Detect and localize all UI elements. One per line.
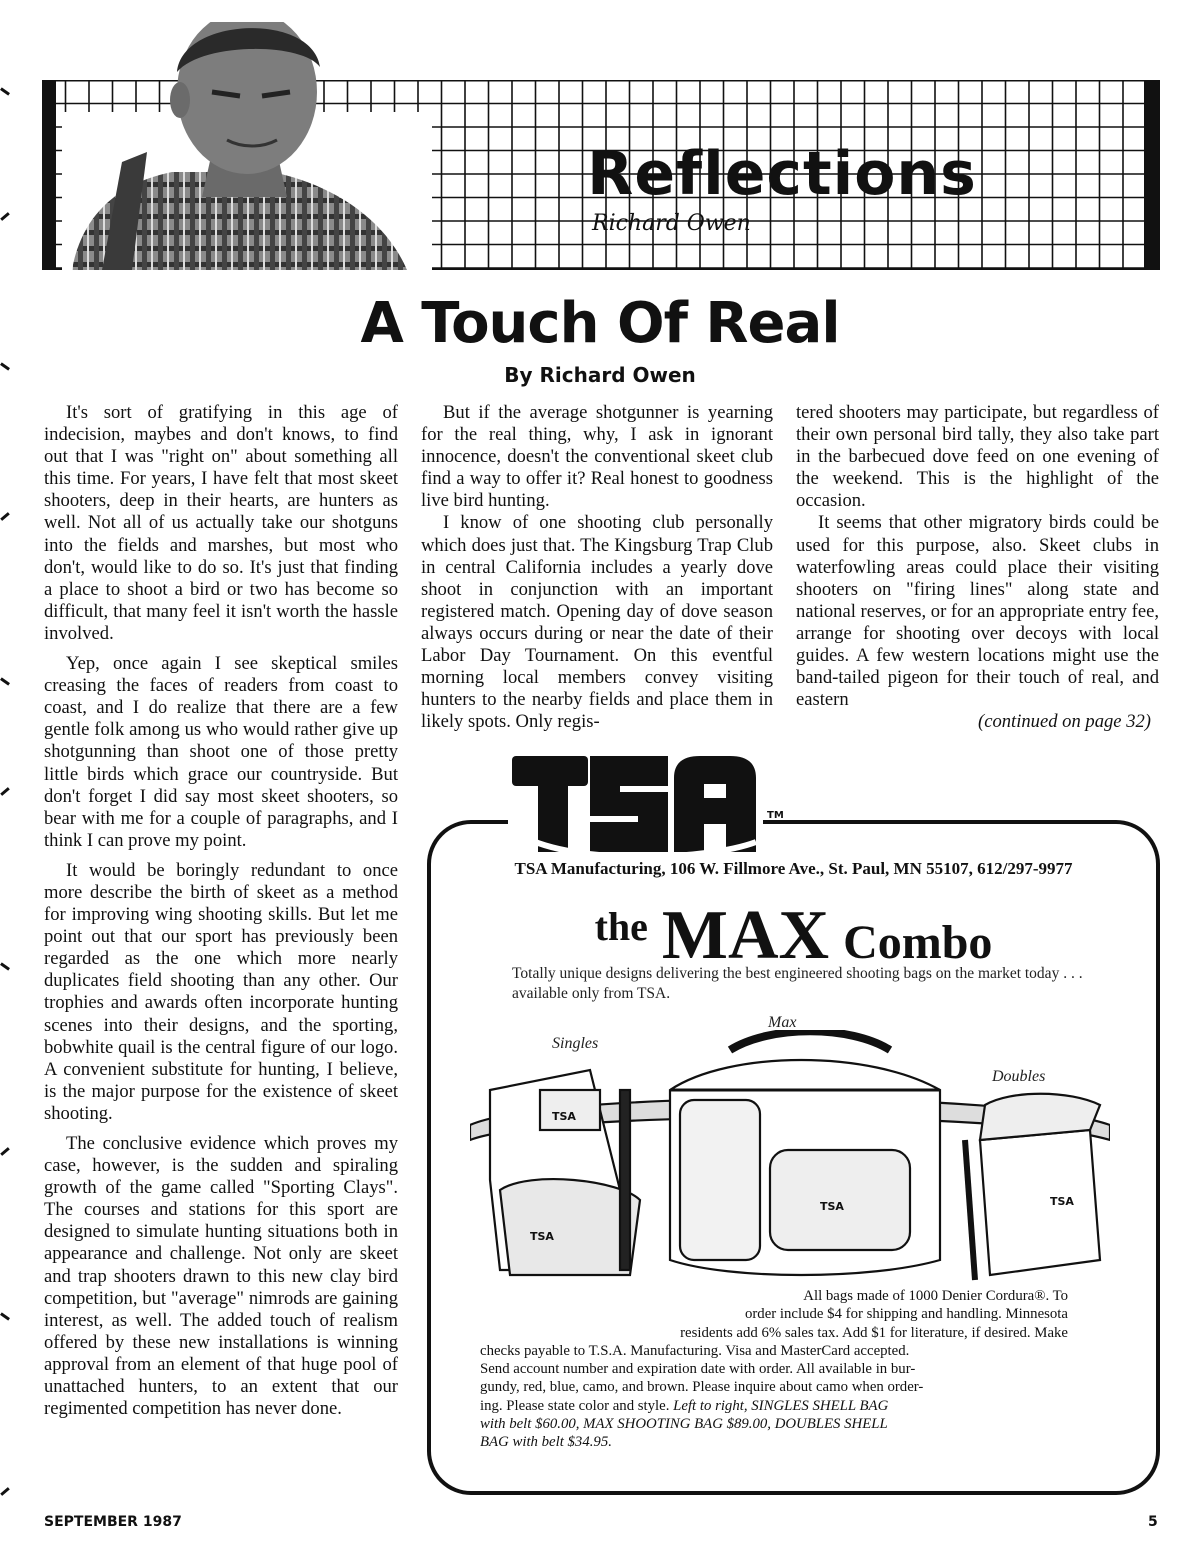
paragraph: It would be boringly redundant to once more describe the birth of skeet as a method for improving wing shooting skills. But let me point out that our sport has previously been regarded as the one which more nearly duplicates field shooting than any other. Our trophies and awards often incorporate hunting scenes into their designs, and the sporting, bobwhite quail is the central figure of our logo. A convenient substitute for hunting, I believe, is the major purpose for the existence of skeet shooting. bbox=[44, 859, 398, 1124]
margin-mark bbox=[0, 1147, 10, 1156]
bags-illustration bbox=[470, 1030, 1110, 1300]
paragraph: I know of one shooting club personally which does just that. The Kingsburg Trap Club in central California includes a yearly dove shoot in conjunction with an important registered match. Opening day of dove season always occurs during or near the date of their Labor Day Tournament. On this eventful morning local members convey visiting hunters to the nearby fields and place them in likely spots. Only regis- bbox=[421, 512, 773, 733]
bag-logo: TSA bbox=[552, 1110, 576, 1123]
author-photo bbox=[62, 22, 432, 270]
margin-mark bbox=[0, 962, 10, 970]
page-number: 5 bbox=[1148, 1514, 1158, 1530]
details-line: checks payable to T.S.A. Manufacturing. Visa and MasterCard accepted. bbox=[480, 1342, 910, 1359]
details-line: residents add 6% sales tax. Add $1 for literature, if desired. Make bbox=[680, 1324, 1068, 1341]
details-line-with-price bbox=[480, 1397, 1080, 1415]
ad-address: TSA Manufacturing, 106 W. Fillmore Ave., St. Paul, MN 55107, 612/297-9977 bbox=[514, 859, 1073, 878]
headline-combo: Combo bbox=[843, 916, 993, 969]
article-column-2 bbox=[421, 402, 773, 733]
paragraph: It seems that other migratory birds could be used for this purpose, also. Skeet clubs in waterfowling areas could place their visiting shooters on "firing lines" along state and national reserves, or for an appropriate entry fee, arrange for shooting over decoys with local guides. A few western locations might use the band-tailed pigeon for their touch of real, and eastern bbox=[796, 512, 1159, 711]
margin-mark bbox=[0, 787, 10, 796]
price-line: BAG with belt $34.95. bbox=[480, 1434, 612, 1451]
details-line: ing. Please state color and style. bbox=[480, 1397, 670, 1414]
author-signature: Richard Owen bbox=[592, 211, 751, 236]
ad-details bbox=[480, 1287, 1080, 1452]
paragraph: Yep, once again I see skeptical smiles creasing the faces of readers from coast to coast, and I do realize that there are a few gentle folk among us who would rather give up shotgunning than shoot one of those pretty little birds which grace our countryside. But don't forget I did say most skeet shooters, so bear with me for a couple of paragraphs, and I think I can prove my point. bbox=[44, 653, 398, 851]
details-line: All bags made of 1000 Denier Cordura®. To bbox=[803, 1288, 1068, 1304]
price-line: Left to right, SINGLES SHELL BAG bbox=[673, 1397, 889, 1414]
paragraph: But if the average shotgunner is yearning for the real thing, why, I ask in ignorant innocence, doesn't the conventional skeet club find a way to offer it? Real honest to goodness live bird hunting. bbox=[421, 402, 773, 512]
label-doubles: Doubles bbox=[992, 1068, 1046, 1085]
bag-logo: TSA bbox=[820, 1200, 844, 1213]
article-title: A Touch Of Real bbox=[360, 291, 840, 356]
headline-the: the bbox=[594, 904, 648, 949]
bag-logo: TSA bbox=[530, 1230, 554, 1243]
label-max: Max bbox=[768, 1014, 797, 1031]
margin-mark bbox=[0, 87, 10, 95]
ad-tagline: Totally unique designs delivering the best engineered shooting bags on the market today . . . available only from TSA. bbox=[512, 965, 1083, 1002]
margin-mark bbox=[0, 677, 10, 685]
paragraph: tered shooters may participate, but regardless of their own personal bird tally, they also take part in the barbecued dove feed on one evening of the weekend. This is the highlight of the occasion. bbox=[796, 402, 1159, 512]
article-column-3 bbox=[796, 402, 1159, 733]
details-line: gundy, red, blue, camo, and brown. Please inquire about camo when order- bbox=[480, 1379, 924, 1396]
headline-max: MAX bbox=[661, 897, 830, 974]
issue-date: SEPTEMBER 1987 bbox=[44, 1514, 182, 1530]
column-header bbox=[42, 80, 1160, 270]
margin-mark bbox=[0, 1487, 10, 1496]
details-line: Send account number and expiration date with order. All available in bur- bbox=[480, 1361, 916, 1378]
label-singles: Singles bbox=[552, 1035, 599, 1052]
paragraph: The conclusive evidence which proves my case, however, is the sudden and spiraling growth of the game called "Sporting Clays". The courses and stations for this sport are designed to simulate hunting situations both in appearance and challenge. Not only are skeet and trap shooters drawn to this new clay bird competition, but "average" nimrods are gaining interest, as well. The added touch of realism offered by these new installations is winning approval from an element of that huge pool of unattached hunters, to an extent that our regimented competition has never done. bbox=[44, 1133, 398, 1420]
margin-mark bbox=[0, 212, 10, 221]
trademark: TM bbox=[767, 810, 784, 821]
margin-mark bbox=[0, 512, 10, 521]
tsa-logo bbox=[508, 748, 763, 858]
article-byline: By Richard Owen bbox=[504, 363, 696, 387]
article-column-1 bbox=[44, 402, 398, 1428]
margin-mark bbox=[0, 1312, 10, 1320]
section-title: Reflections bbox=[587, 139, 977, 209]
continued-note: (continued on page 32) bbox=[978, 711, 1151, 733]
price-line: with belt $60.00, MAX SHOOTING BAG $89.00, DOUBLES SHELL bbox=[480, 1416, 888, 1433]
paragraph: It's sort of gratifying in this age of indecision, maybes and don't knows, to find out that I was "right on" about something all this time. For years, I have felt that most skeet shooters, deep in their hearts, are hunters as well. Not all of us actually take our shotguns into the fields and marshes, but most who don't, would like to do so. It's just that finding a place to shoot a bird or two has become so difficult, that many feel it isn't worth the hassle involved. bbox=[44, 402, 398, 644]
details-line: order include $4 for shipping and handling. Minnesota bbox=[744, 1306, 1068, 1323]
bag-logo: TSA bbox=[1050, 1195, 1074, 1208]
